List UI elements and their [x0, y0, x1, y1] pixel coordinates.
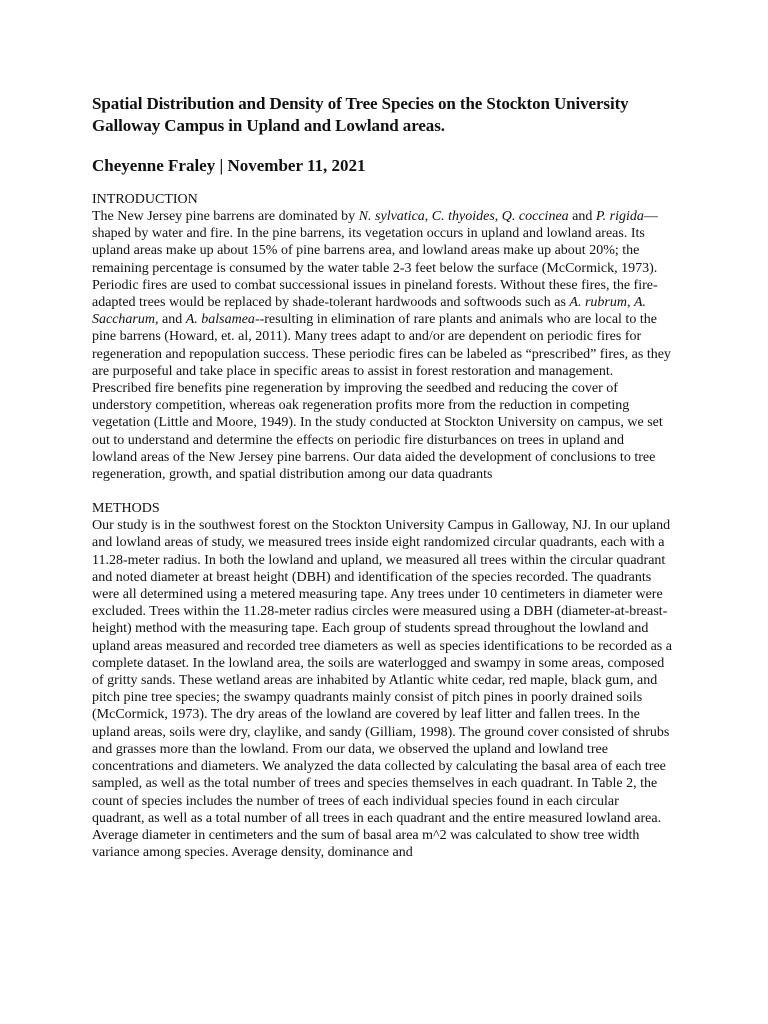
methods-paragraph: Our study is in the southwest forest on the Stockton University Campus in Galloway, NJ. In our upland and lowland areas of study, we measured trees inside eight randomized circular quadrants, each with a 11.28-meter radius. In both the lowland and upland, we measured all trees within the circular quadrant and noted diameter at breast height (DBH) and identification of the species recorded. The quadrants were all determined using a metered measuring tape. Any trees under 10 centimeters in diameter were excluded. Trees within the 11.28-meter radius circles were measured using a DBH (diameter-at-breast-height) method with the measuring tape. Each group of students spread throughout the lowland and upland areas measured and recorded tree diameters as well as species identifications to be recorded as a complete dataset. In the lowland area, the soils are waterlogged and swampy in some areas, composed of gritty sands. These wetland areas are inhabited by Atlantic white cedar, red maple, black gum, and pitch pine tree species; the swampy quadrants mainly consist of pitch pines in poorly drained soils (McCormick, 1973). The dry areas of the lowland are covered by leaf litter and fallen trees. In the upland areas, soils were dry, claylike, and sandy (Gilliam, 1998). The ground cover consisted of shrubs and grasses more than the lowland. From our data, we observed the upland and lowland tree concentrations and diameters. We analyzed the data collected by calculating the basal area of each tree sampled, as well as the total number of trees and species themselves in each quadrant. In Table 2, the count of species includes the number of trees of each individual species found in each circular quadrant, as well as a total number of all trees in each quadrant and the entire measured lowland area. Average diameter in centimeters and the sum of basal area m^2 was calculated to show tree width variance among species. Average density, dominance and	[92, 518, 672, 861]
intro-text-5: —shaped by water and fire. In the pine barrens, its vegetation occurs in upland and lowland areas. Its upland areas make up about 15% of pine barrens area, and lowland areas make up about 20%; the remaining percentage is consumed by the water table 2-3 feet below the surface (McCormick, 1973). Periodic fires are used to combat successional issues in pineland forests. Without these fires, the fire-adapted trees would be replaced by shade-tolerant hardwoods and softwoods such as	[92, 209, 658, 311]
species-a-rubrum: A. rubrum	[569, 295, 627, 311]
intro-text-1: The New Jersey pine barrens are dominated by	[92, 209, 359, 224]
species-q-coccinea: Q. coccinea	[501, 209, 569, 224]
introduction-heading: INTRODUCTION	[92, 192, 198, 207]
intro-text-4: and	[568, 209, 596, 224]
introduction-paragraph	[92, 208, 672, 483]
methods-heading: METHODS	[92, 501, 160, 517]
intro-text-2: ,	[424, 209, 432, 224]
species-a-saccharum: A. Saccharum,	[92, 295, 647, 328]
species-p-rigida: P. rigida	[595, 209, 644, 224]
species-a-balsamea: A. balsamea	[185, 312, 255, 328]
intro-text-3: ,	[494, 209, 502, 224]
document-title: Spatial Distribution and Density of Tree Species on the Stockton University Galloway Campus in Upland and Lowland areas.	[92, 94, 629, 135]
intro-text-8: --resulting in elimination of rare plants and animals who are local to the pine barrens (Howard, et. al, 2011). Many trees adapt to and/or are dependent on periodic fires for regeneration and repopulation success. These periodic fires can be labeled as “prescribed” fires, as they are purposeful and take place in specific areas to assist in forest restoration and management. Prescribed fire benefits pine regeneration by improving the seedbed and reducing the cover of understory competition, whereas oak regeneration profits more from the reduction in competing vegetation (Little and Moore, 1949). In the study conducted at Stockton University on campus, we set out to understand and determine the effects on periodic fire disturbances on trees in upland and lowland areas of the New Jersey pine barrens. Our data aided the development of conclusions to tree regeneration, growth, and spatial distribution among our data quadrants	[92, 312, 671, 483]
species-n-sylvatica: N. sylvatica	[358, 209, 425, 224]
intro-text-6: ,	[626, 295, 634, 311]
intro-text-7: and	[158, 312, 186, 328]
author-date-line: Cheyenne Fraley | November 11, 2021	[92, 156, 366, 175]
species-c-thyoides: C. thyoides	[431, 209, 495, 224]
